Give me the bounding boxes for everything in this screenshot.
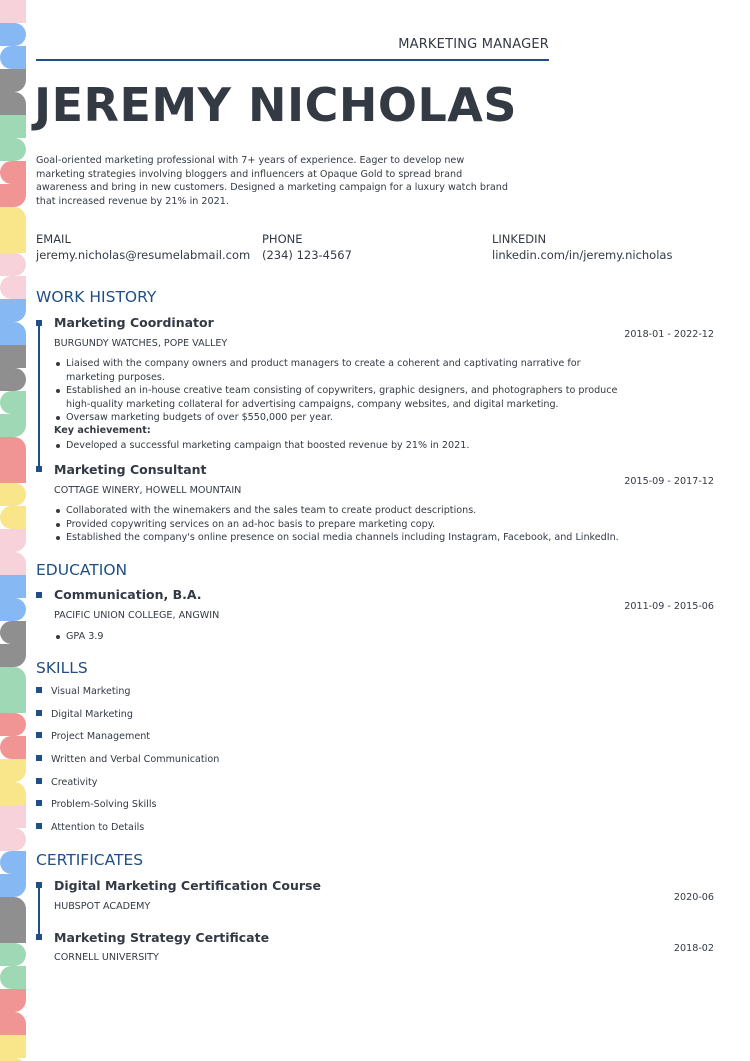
- degree-title: Communication, B.A.: [54, 587, 202, 602]
- contact-phone: [262, 232, 352, 262]
- email-label: EMAIL: [36, 232, 71, 246]
- skill-item: Attention to Details: [36, 822, 144, 833]
- stripe-tile: [0, 805, 26, 828]
- stripe-tile: [0, 690, 26, 713]
- skills-heading: SKILLS: [36, 659, 88, 677]
- stripe-tile: [0, 0, 26, 23]
- skill-item: Creativity: [36, 777, 97, 788]
- stripe-tile: [0, 897, 26, 920]
- stripe-tile: [0, 483, 26, 506]
- decorative-side-stripe: [0, 0, 26, 1061]
- skill-item: Digital Marketing: [36, 709, 133, 720]
- stripe-tile: [0, 667, 26, 690]
- job-bullets-1: [54, 357, 624, 425]
- timeline-marker: [36, 882, 42, 888]
- timeline-marker: [36, 934, 42, 940]
- education-heading: EDUCATION: [36, 561, 128, 579]
- stripe-tile: [0, 598, 26, 621]
- stripe-tile: [0, 115, 26, 138]
- job-company-2: COTTAGE WINERY, HOWELL MOUNTAIN: [54, 485, 242, 496]
- stripe-tile: [0, 529, 26, 552]
- timeline-line: [38, 325, 40, 470]
- certificates-heading: CERTIFICATES: [36, 851, 144, 869]
- list-item: Collaborated with the winemakers and the sales team to create product descriptions.: [54, 504, 624, 518]
- stripe-tile: [0, 943, 26, 966]
- key-achievement-bullets: [54, 439, 624, 453]
- timeline-marker: [36, 592, 42, 598]
- stripe-tile: [0, 69, 26, 92]
- timeline-marker: [36, 320, 42, 326]
- stripe-tile: [0, 644, 26, 667]
- stripe-tile: [0, 46, 26, 69]
- job-bullets-2: [54, 504, 624, 545]
- job-title: MARKETING MANAGER: [398, 37, 549, 52]
- contact-email: [36, 232, 250, 262]
- stripe-tile: [0, 322, 26, 345]
- list-item: Oversaw marketing budgets of over $550,000 per year.: [54, 411, 624, 425]
- stripe-tile: [0, 23, 26, 46]
- job-title-2: Marketing Consultant: [54, 462, 207, 477]
- job-company-1: BURGUNDY WATCHES, POPE VALLEY: [54, 338, 228, 349]
- stripe-tile: [0, 1035, 26, 1058]
- stripe-tile: [0, 391, 26, 414]
- job-title-1: Marketing Coordinator: [54, 315, 214, 330]
- key-achievement-label: Key achievement:: [54, 425, 151, 436]
- phone-value[interactable]: (234) 123-4567: [262, 248, 352, 262]
- stripe-tile: [0, 851, 26, 874]
- square-bullet-icon: [36, 732, 42, 738]
- list-item: Liaised with the company owners and product managers to create a coherent and captivating narrative for marketing purposes.: [54, 357, 624, 384]
- stripe-tile: [0, 506, 26, 529]
- certificate-date-1: 2020-06: [673, 892, 714, 903]
- linkedin-value[interactable]: linkedin.com/in/jeremy.nicholas: [492, 248, 673, 262]
- list-item: Established the company's online presence on social media channels including Instagram, Facebook, and LinkedIn.: [54, 531, 624, 545]
- square-bullet-icon: [36, 778, 42, 784]
- skill-item: Written and Verbal Communication: [36, 754, 219, 765]
- phone-label: PHONE: [262, 232, 303, 246]
- stripe-tile: [0, 368, 26, 391]
- stripe-tile: [0, 736, 26, 759]
- stripe-tile: [0, 299, 26, 322]
- stripe-tile: [0, 713, 26, 736]
- skill-item: Problem-Solving Skills: [36, 799, 157, 810]
- stripe-tile: [0, 230, 26, 253]
- square-bullet-icon: [36, 710, 42, 716]
- stripe-tile: [0, 161, 26, 184]
- certificate-issuer-1: HUBSPOT ACADEMY: [54, 901, 151, 912]
- stripe-tile: [0, 828, 26, 851]
- stripe-tile: [0, 552, 26, 575]
- stripe-tile: [0, 966, 26, 989]
- stripe-tile: [0, 276, 26, 299]
- square-bullet-icon: [36, 823, 42, 829]
- profile-summary: Goal-oriented marketing professional with 7+ years of experience. Eager to develop new marketing strategies involving bloggers and influencers at Opaque Gold to spread brand awareness and bring in new customers. Designed a marketing campaign for a luxury watch brand that increased revenue by 21% in 2021.: [36, 155, 508, 207]
- square-bullet-icon: [36, 800, 42, 806]
- stripe-tile: [0, 920, 26, 943]
- list-item: Developed a successful marketing campaign that boosted revenue by 21% in 2021.: [54, 439, 624, 453]
- stripe-tile: [0, 138, 26, 161]
- stripe-tile: [0, 414, 26, 437]
- candidate-name: JEREMY NICHOLAS: [34, 78, 517, 132]
- job-dates-1: 2018-01 - 2022-12: [624, 329, 714, 340]
- stripe-tile: [0, 345, 26, 368]
- stripe-tile: [0, 621, 26, 644]
- timeline-line: [38, 887, 40, 937]
- square-bullet-icon: [36, 755, 42, 761]
- stripe-tile: [0, 460, 26, 483]
- work-history-heading: WORK HISTORY: [36, 288, 157, 306]
- stripe-tile: [0, 874, 26, 897]
- school-name: PACIFIC UNION COLLEGE, ANGWIN: [54, 610, 220, 621]
- education-dates: 2011-09 - 2015-06: [624, 601, 714, 612]
- certificate-name-1: Digital Marketing Certification Course: [54, 878, 321, 893]
- stripe-tile: [0, 207, 26, 230]
- square-bullet-icon: [36, 687, 42, 693]
- contact-linkedin: [492, 232, 672, 262]
- stripe-tile: [0, 782, 26, 805]
- stripe-tile: [0, 1012, 26, 1035]
- certificate-name-2: Marketing Strategy Certificate: [54, 930, 270, 945]
- resume-page: [36, 0, 726, 1061]
- stripe-tile: [0, 989, 26, 1012]
- list-item: Provided copywriting services on an ad-hoc basis to prepare marketing copy.: [54, 518, 624, 532]
- list-item: Established an in-house creative team consisting of copywriters, graphic designers, and photographers to produce high-quality marketing collateral for advertising campaigns, company websites, and digital marketing.: [54, 384, 624, 411]
- stripe-tile: [0, 92, 26, 115]
- list-item: GPA 3.9: [54, 630, 624, 644]
- skill-item: Project Management: [36, 731, 150, 742]
- timeline-marker: [36, 466, 42, 472]
- email-value[interactable]: jeremy.nicholas@resumelabmail.com: [36, 248, 251, 262]
- skill-item: Visual Marketing: [36, 686, 131, 697]
- stripe-tile: [0, 184, 26, 207]
- stripe-tile: [0, 253, 26, 276]
- certificate-issuer-2: CORNELL UNIVERSITY: [54, 952, 159, 963]
- header-divider: [36, 59, 549, 61]
- linkedin-label: LINKEDIN: [492, 232, 547, 246]
- education-bullets: [54, 630, 624, 644]
- stripe-tile: [0, 759, 26, 782]
- certificate-date-2: 2018-02: [673, 943, 714, 954]
- stripe-tile: [0, 575, 26, 598]
- stripe-tile: [0, 437, 26, 460]
- job-dates-2: 2015-09 - 2017-12: [624, 476, 714, 487]
